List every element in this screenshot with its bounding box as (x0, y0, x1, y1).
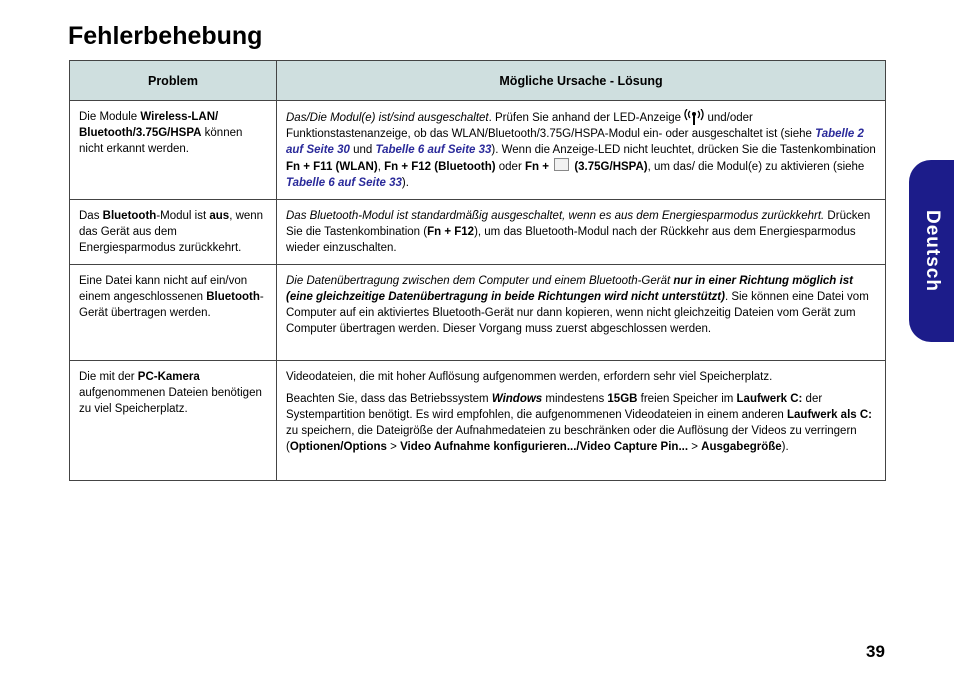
solution-cell: Das Bluetooth-Modul ist standardmäßig ausgeschaltet, wenn es aus dem Energiesparmodus zurückkehrt. Drücken Sie die Tastenkombination (Fn + F12), um das Bluetooth-Modul nach der Rückkehr aus dem Energiesparmodus wieder einzuschalten. (277, 200, 886, 265)
table-row (70, 361, 886, 481)
table-row (70, 265, 886, 361)
problem-cell: Die Module Wireless-LAN/ Bluetooth/3.75G/HSPA können nicht erkannt werden. (70, 101, 277, 200)
table-link[interactable]: Tabelle 6 auf Seite 33 (375, 144, 492, 156)
page-number: 39 (866, 642, 885, 661)
troubleshooting-table (69, 60, 886, 481)
table-header-row (70, 61, 886, 101)
problem-cell: Die mit der PC-Kamera aufgenommenen Dateien benötigen zu viel Speicherplatz. (70, 361, 277, 481)
solution-paragraph: Beachten Sie, dass das Betriebssystem Windows mindestens 15GB freien Speicher im Laufwerk C: der Systempartition benötigt. Es wird empfohlen, die aufgenommenen Videodateien in einem anderen Laufwerk als C: zu speichern, die Dateigröße der Aufnahmedateien zu beschränken oder die Auflösung der Videos zu verringern (Optionen/Options > Video Aufnahme konfigurieren.../Video Capture Pin... > Ausgabegröße). (286, 393, 872, 453)
page-title: Fehlerbehebung (68, 22, 263, 50)
header-problem: Problem (70, 61, 277, 101)
language-tab (909, 160, 954, 342)
solution-cell (277, 361, 886, 481)
table-link[interactable]: Tabelle 2 auf Seite 30 (286, 128, 864, 156)
problem-cell: Eine Datei kann nicht auf ein/von einem angeschlossenen Bluetooth-Gerät übertragen werden. (70, 265, 277, 361)
header-solution: Mögliche Ursache - Lösung (277, 61, 886, 101)
solution-cell: Die Datenübertragung zwischen dem Computer und einem Bluetooth-Gerät nur in einer Richtung möglich ist (eine gleichzeitige Datenübertragung in beide Richtungen wird nicht unterstützt). Sie können eine Datei vom Computer auf ein aktiviertes Bluetooth-Gerät nur dann kopieren, wenn nicht gleichzeitig Dateien vom Gerät zum Computer übertragen werden. Dieser Vorgang muss zuerst abgeschlossen werden. (277, 265, 886, 361)
table-row (70, 101, 886, 200)
table-row (70, 200, 886, 265)
wireless-led-icon (684, 109, 704, 125)
table-link[interactable]: Tabelle 6 auf Seite 33 (286, 177, 402, 189)
problem-cell: Das Bluetooth-Modul ist aus, wenn das Gerät aus dem Energiesparmodus zurückkehrt. (70, 200, 277, 265)
solution-paragraph: Videodateien, die mit hoher Auflösung aufgenommen werden, erfordern sehr viel Speicherplatz. (286, 371, 773, 383)
language-tab-label: Deutsch (921, 210, 943, 292)
3g-key-icon (554, 158, 569, 171)
solution-cell: Das/Die Modul(e) ist/sind ausgeschaltet. Prüfen Sie anhand der LED-Anzeige und/oder Funktionstastenanzeige, ob das WLAN/Bluetooth/3.75G/HSPA-Modul ein- oder ausgeschaltet ist (siehe Tabelle 2 auf Seite 30 und Tabelle 6 auf Seite 33). Wenn die Anzeige-LED nicht leuchtet, drücken Sie die Tastenkombination Fn + F11 (WLAN), Fn + F12 (Bluetooth) oder Fn + (3.75G/HSPA), um das/ die Modul(e) zu aktivieren (siehe Tabelle 6 auf Seite 33). (277, 101, 886, 200)
